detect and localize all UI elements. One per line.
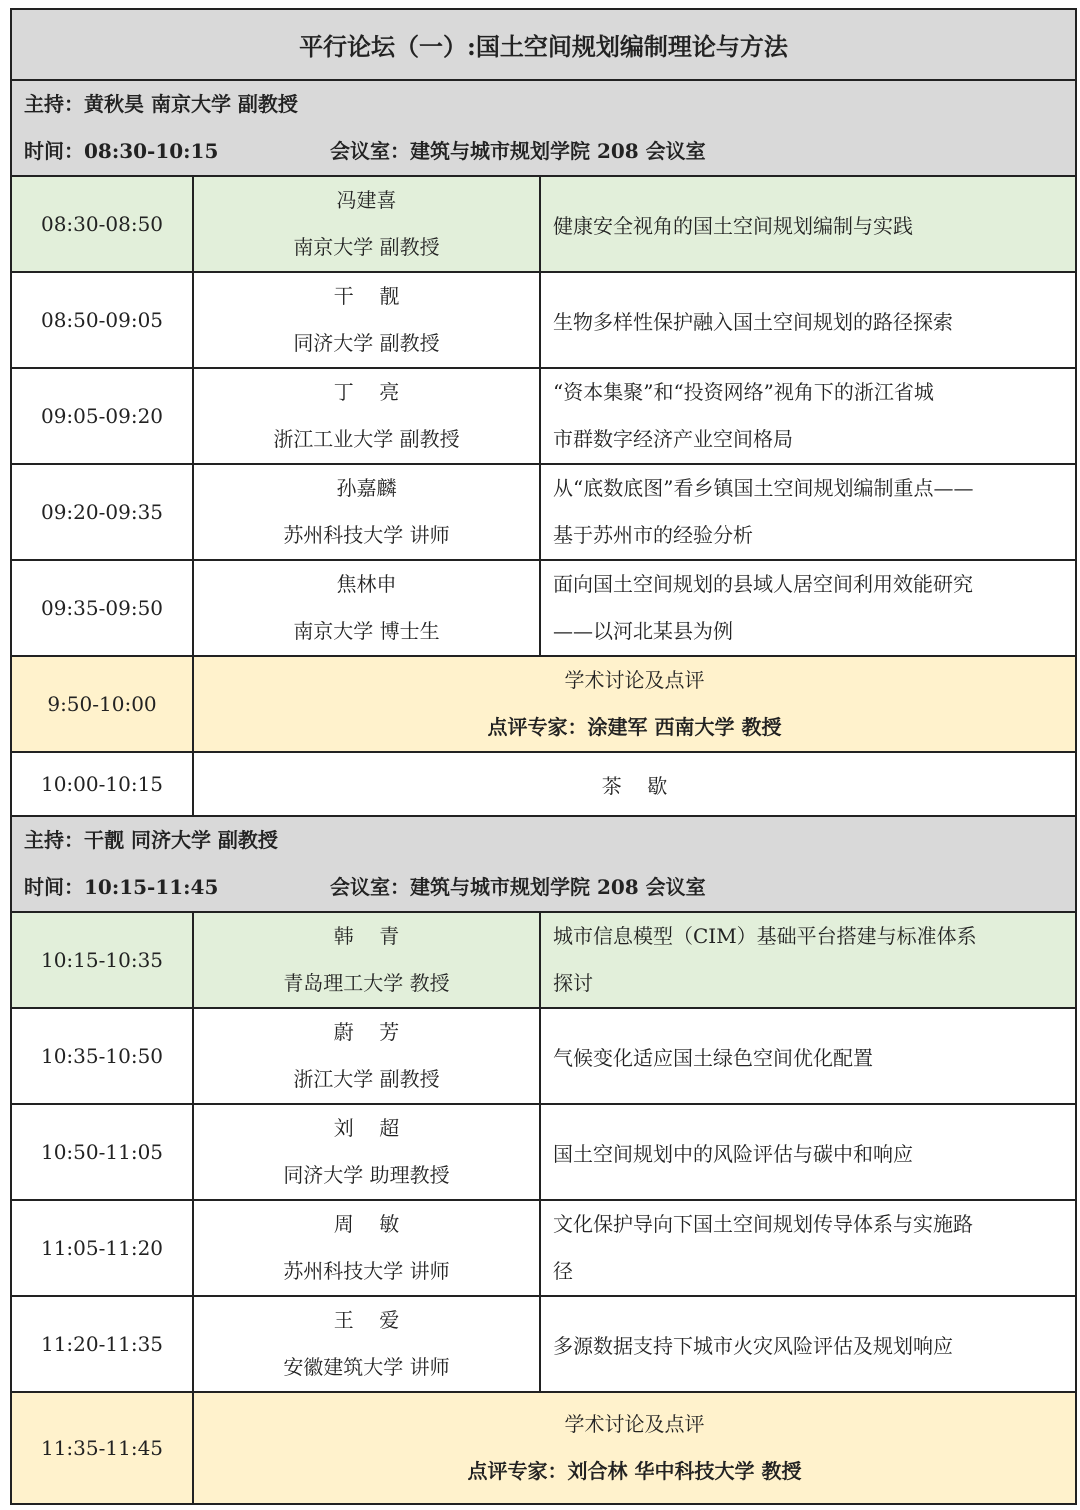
speaker-name: 干 靓 — [333, 284, 400, 308]
talk-topic-line-1: 城市信息模型（CIM）基础平台搭建与标准体系 — [553, 924, 977, 948]
talk-time: 11:20-11:35 — [40, 1332, 164, 1356]
discussion-row — [12, 657, 1075, 753]
speaker-affiliation: 苏州科技大学 讲师 — [283, 523, 450, 547]
talk-topic-line-1: 从“底数底图”看乡镇国土空间规划编制重点—— — [553, 476, 974, 500]
talk-topic-line-2: 探讨 — [553, 971, 593, 995]
talk-row — [12, 465, 1075, 561]
talk-time: 10:15-10:35 — [40, 948, 164, 972]
talk-time: 10:50-11:05 — [40, 1140, 164, 1164]
speaker-name: 周 敏 — [333, 1212, 400, 1236]
talk-row — [12, 1009, 1075, 1105]
speaker-affiliation: 浙江大学 副教授 — [293, 1067, 440, 1091]
talk-topic-line-2: ——以河北某县为例 — [553, 619, 733, 643]
tea-break-row — [12, 753, 1075, 817]
talk-row — [12, 1105, 1075, 1201]
talk-time: 09:35-09:50 — [40, 596, 164, 620]
talk-time: 11:05-11:20 — [40, 1236, 164, 1260]
talk-row — [12, 1201, 1075, 1297]
session-1-header — [12, 81, 1075, 177]
session-host: 主持：干靓 同济大学 副教授 — [24, 828, 278, 852]
discussion-time: 11:35-11:45 — [40, 1436, 164, 1460]
session-time: 时间：08:30-10:15 — [24, 139, 219, 163]
discussion-expert: 点评专家：刘合林 华中科技大学 教授 — [467, 1459, 802, 1483]
talk-time: 10:35-10:50 — [40, 1044, 164, 1068]
speaker-affiliation: 同济大学 副教授 — [293, 331, 440, 355]
talk-topic: 国土空间规划中的风险评估与碳中和响应 — [553, 1141, 913, 1166]
discussion-time: 9:50-10:00 — [47, 692, 157, 716]
talk-row — [12, 273, 1075, 369]
talk-row — [12, 561, 1075, 657]
session-host: 主持：黄秋昊 南京大学 副教授 — [24, 92, 298, 116]
talk-row — [12, 913, 1075, 1009]
speaker-name: 冯建喜 — [336, 188, 397, 212]
talk-time: 08:50-09:05 — [40, 308, 164, 332]
talk-topic: 多源数据支持下城市火灾风险评估及规划响应 — [553, 1333, 953, 1358]
talk-topic-line-1: 文化保护导向下国土空间规划传导体系与实施路 — [553, 1212, 973, 1236]
session-2-header — [12, 817, 1075, 913]
session-room: 会议室：建筑与城市规划学院 208 会议室 — [330, 139, 706, 163]
talk-topic-line-2: 径 — [553, 1259, 573, 1283]
forum-title-row — [12, 10, 1075, 81]
talk-time: 08:30-08:50 — [40, 212, 164, 236]
talk-time: 09:05-09:20 — [40, 404, 164, 428]
forum-schedule-table — [10, 8, 1077, 1505]
talk-time: 09:20-09:35 — [40, 500, 164, 524]
talk-row — [12, 177, 1075, 273]
talk-topic: 健康安全视角的国土空间规划编制与实践 — [553, 213, 913, 238]
discussion-expert: 点评专家：涂建军 西南大学 教授 — [487, 715, 782, 739]
speaker-affiliation: 安徽建筑大学 讲师 — [283, 1355, 450, 1379]
speaker-name: 丁 亮 — [333, 380, 400, 404]
talk-topic-line-2: 市群数字经济产业空间格局 — [553, 427, 793, 451]
talk-topic: 生物多样性保护融入国土空间规划的路径探索 — [553, 309, 953, 334]
talk-topic-line-2: 基于苏州市的经验分析 — [553, 523, 753, 547]
discussion-label: 学术讨论及点评 — [564, 668, 705, 692]
speaker-name: 刘 超 — [333, 1116, 400, 1140]
talk-topic-line-1: “资本集聚”和“投资网络”视角下的浙江省城 — [553, 380, 934, 404]
speaker-affiliation: 浙江工业大学 副教授 — [273, 427, 460, 451]
talk-row — [12, 369, 1075, 465]
speaker-name: 孙嘉麟 — [336, 476, 397, 500]
discussion-row — [12, 1393, 1075, 1503]
break-label: 茶 歇 — [601, 773, 668, 798]
break-time: 10:00-10:15 — [40, 772, 164, 796]
session-time: 时间：10:15-11:45 — [24, 875, 219, 899]
forum-title: 平行论坛（一）:国土空间规划编制理论与方法 — [299, 32, 788, 61]
speaker-name: 蔚 芳 — [333, 1020, 400, 1044]
speaker-affiliation: 南京大学 博士生 — [293, 619, 440, 643]
discussion-label: 学术讨论及点评 — [564, 1412, 705, 1436]
speaker-name: 焦林申 — [336, 572, 397, 596]
speaker-affiliation: 同济大学 助理教授 — [283, 1163, 450, 1187]
talk-row — [12, 1297, 1075, 1393]
speaker-affiliation: 青岛理工大学 教授 — [283, 971, 450, 995]
speaker-name: 韩 青 — [333, 924, 400, 948]
speaker-affiliation: 苏州科技大学 讲师 — [283, 1259, 450, 1283]
speaker-affiliation: 南京大学 副教授 — [293, 235, 440, 259]
speaker-name: 王 爱 — [333, 1308, 400, 1332]
session-room: 会议室：建筑与城市规划学院 208 会议室 — [330, 875, 706, 899]
talk-topic: 气候变化适应国土绿色空间优化配置 — [553, 1045, 873, 1070]
talk-topic-line-1: 面向国土空间规划的县域人居空间利用效能研究 — [553, 572, 973, 596]
